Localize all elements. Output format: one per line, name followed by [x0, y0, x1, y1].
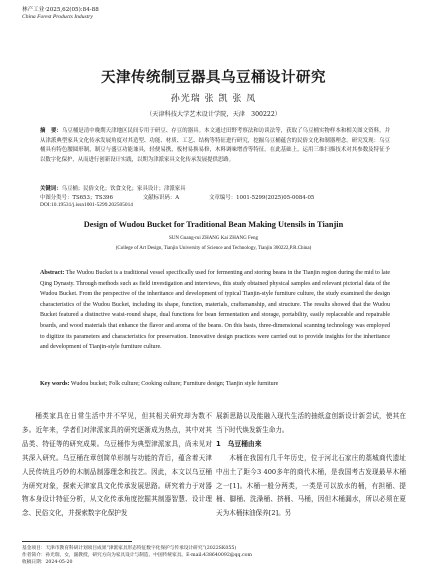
- body-column-right: [216, 410, 406, 521]
- authors-cn: 孙光瑞 张 凯 张 凤: [170, 94, 257, 104]
- keywords-en-text: Wudou bucket; Folk culture; Cooking culture; Furniture design; Tianjin style furniture: [69, 381, 279, 387]
- doi: DOI:10.19531/j.issn1001-5299.202505014: [40, 202, 133, 208]
- title-en: Design of Wudou Bucket for Traditional Bean Making Utensils in Tianjin: [83, 220, 344, 229]
- abstract-cn-label: 摘 要：: [40, 128, 62, 134]
- article-number: 文章编号：1001-5299(2025)05-0084-05: [209, 195, 315, 201]
- journal-citation-cn: 林产工业·2025,62(05):84-88: [22, 7, 99, 13]
- clc-number: 中图分类号：TS653；TS396: [40, 195, 113, 201]
- section-paragraph: 木桶在我国有几千年历史，位于河北石家庄的藁城商代遗址中出土了距今3 400多年的商代木桶，是我国考古发现最早木桶之一[1]。木桶一般分两类，一类是可以放水的桶，有担桶、提桶、脚桶、洗澡桶、挤桶、马桶，因但木桶漏水，所以必须在夏天为木桶抹油保养[2]。另: [216, 453, 406, 518]
- abstract-en-text: The Wudou Bucket is a traditional vessel specifically used for fermenting and storing beans in the Tianjin region during the mid to late Qing Dynasty. Through methods such as field investigation and interviews, this study obtained physical samples and relevant pictorial data of the Wudou Bucket. From the perspective of the inheritance and development of typical Tianjin-style furniture culture, the study examined the design characteristics of the Wudou Bucket, including its shape, function, materials, craftsmanship, and structure. The results showed that the Wudou Bucket featured a distinctive waist-round shape, dual functions for bean fermentation and storage, portability, easily replaceable and repairable boards, and wood materials that enhance the flavor and aroma of the beans. On this basis, three-dimensional scanning technology was employed to digitize its parameters and characteristics for preservation. Innovative design practices were carried out to provide insights for the inheritance and development of Tianjin-style furniture culture.: [40, 270, 390, 351]
- abstract-en: [40, 268, 390, 353]
- footnote-received: 收稿日期：2024-05-20: [22, 560, 73, 566]
- section-heading: 1 乌豆桶由来: [216, 439, 262, 448]
- footnote: [22, 545, 406, 567]
- affiliation-en: (College of Art Design, Tianjin University of Science and Technology, Tianjin 300222,P.R.China): [115, 246, 312, 251]
- authors-en: SUN Guang-rui ZHANG Kai ZHANG Feng: [168, 236, 259, 241]
- title-cn: 天津传统制豆器具乌豆桶设计研究: [101, 69, 326, 86]
- document-code: 文献标识码：A: [142, 195, 180, 201]
- journal-header: [22, 7, 99, 21]
- journal-name-en: China Forest Products Industry: [22, 14, 93, 20]
- footnote-author: 作者简介：孙光瑞，女，副教授，研究方向为家具设计与制造、中国传统家具。E-mail:438640092@qq.com: [22, 553, 252, 559]
- keywords-en-label: Key words:: [40, 381, 70, 387]
- classification-row: [40, 193, 390, 201]
- abstract-cn: [40, 127, 390, 165]
- affiliation-cn: （天津科技大学艺术设计学院，天津 300222）: [146, 111, 281, 118]
- body-column-left: [22, 410, 212, 521]
- keywords-cn: [40, 184, 390, 192]
- abstract-cn-text: 乌豆桶是清中晚期天津地区民间专用于研豆、存豆的器具。本文通过田野考察法和访谈法等，获取了乌豆桶实物样本和相关图文资料，并从津派典型家具文化传承发展角度对其造型、功能、材质、工艺、结构等特征进行研究，挖掘乌豆桶蕴含的民俗文化和制器理念。研究发现：乌豆桶具有特色腰圆形制，制豆与盛豆功能兼具，轻便易携，板材易换易修，木料调味增香等特征。在此基础上，运用三维扫描技术对其参数及特征予以数字化保护，从而进行创新设计实践，以期为津派家具文化传承发展提供思路。: [40, 128, 390, 163]
- intro-paragraph-continued: 展新思路以及能融入现代生活的抽纸盒创新设计新尝试，使其在当下时代焕发新生命力。: [216, 412, 406, 434]
- footnote-divider: [22, 541, 132, 542]
- footnote-fund: 基金项目：天津市教育科研计划项目成果“津派家具形态特征数字化保护与传承设计研究”(2022SK055): [22, 546, 237, 551]
- intro-paragraph: 桶类家具在日常生活中并不罕见，但其相关研究却为数不多。近年来，学者们对津派家具的研究逐渐成为热点，其中对其品类、特征等的研究成果。乌豆桶作为典型津派家具，尚未见对其深入研究。乌豆桶在章创简单形制与功能的背后，蕴含着天津人民传统且巧妙的木制品制器理念和技艺。因此，本文以乌豆桶为研究对象，探索天津家具文化传承发展思路。研究着力于对器物本身设计特征分析，从文化传承角度挖掘其制器智慧、设计理念、民俗文化，并探索数字化保护发: [22, 412, 212, 518]
- abstract-en-label: Abstract:: [40, 270, 65, 276]
- keywords-cn-text: 乌豆桶；民俗文化；饮食文化；家具设计；津派家具: [61, 186, 186, 192]
- keywords-cn-label: 关键词：: [40, 186, 62, 192]
- keywords-en: [40, 381, 390, 387]
